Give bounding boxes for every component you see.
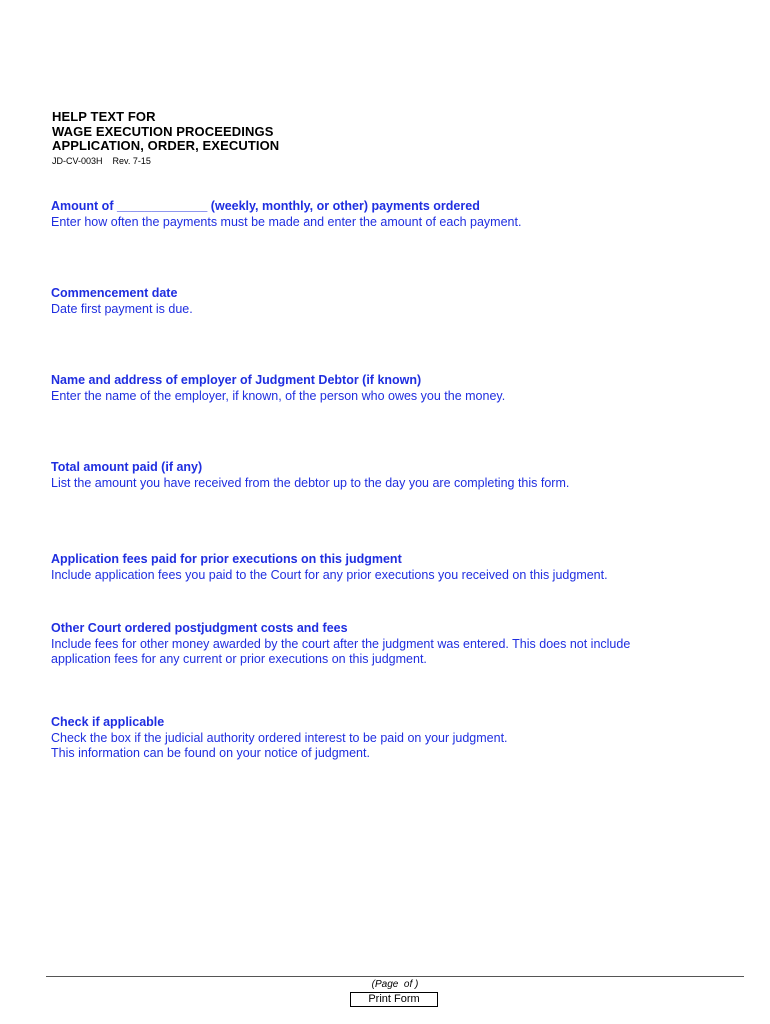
help-section-check-if-applicable <box>51 715 508 762</box>
help-section-payment-amount <box>51 199 521 230</box>
section-heading: Application fees paid for prior executions on this judgment <box>51 552 402 566</box>
help-section-application-fees <box>51 552 608 583</box>
help-section-total-paid <box>51 460 569 491</box>
help-section-commencement-date <box>51 286 193 317</box>
form-code: JD-CV-003H Rev. 7-15 <box>52 155 151 166</box>
section-heading: Total amount paid (if any) <box>51 460 203 474</box>
section-body-line: Enter how often the payments must be made and enter the amount of each payment. <box>51 214 522 229</box>
section-body-line: List the amount you have received from the debtor up to the day you are completing this form. <box>51 475 570 490</box>
section-body-line: Include application fees you paid to the Court for any prior executions you received on this judgment. <box>51 567 608 582</box>
footer-divider <box>46 976 744 977</box>
title-line-3: APPLICATION, ORDER, EXECUTION <box>52 138 280 153</box>
section-heading: Amount of _____________ (weekly, monthly, or other) payments ordered <box>51 199 480 213</box>
section-body-line: Date first payment is due. <box>51 301 193 316</box>
section-body-line: Include fees for other money awarded by the court after the judgment was entered. This does not include <box>51 636 631 651</box>
section-heading: Commencement date <box>51 286 178 300</box>
print-form-button[interactable]: Print Form <box>350 992 438 1007</box>
section-heading: Other Court ordered postjudgment costs and fees <box>51 621 348 635</box>
page-number-label: (Page of ) <box>371 979 419 990</box>
section-body-line: application fees for any current or prior executions on this judgment. <box>51 652 427 666</box>
section-heading: Name and address of employer of Judgment Debtor (if known) <box>51 373 422 387</box>
section-body-line: Check the box if the judicial authority ordered interest to be paid on your judgment. <box>51 730 508 745</box>
section-heading: Check if applicable <box>51 715 165 729</box>
section-body-line: This information can be found on your notice of judgment. <box>51 746 370 760</box>
help-section-postjudgment-costs <box>51 621 630 668</box>
title-line-1: HELP TEXT FOR <box>52 109 156 124</box>
section-body-line: Enter the name of the employer, if known, of the person who owes you the money. <box>51 388 506 403</box>
help-section-employer <box>51 373 505 404</box>
document-header <box>52 110 279 167</box>
title-line-2: WAGE EXECUTION PROCEEDINGS <box>52 123 274 139</box>
